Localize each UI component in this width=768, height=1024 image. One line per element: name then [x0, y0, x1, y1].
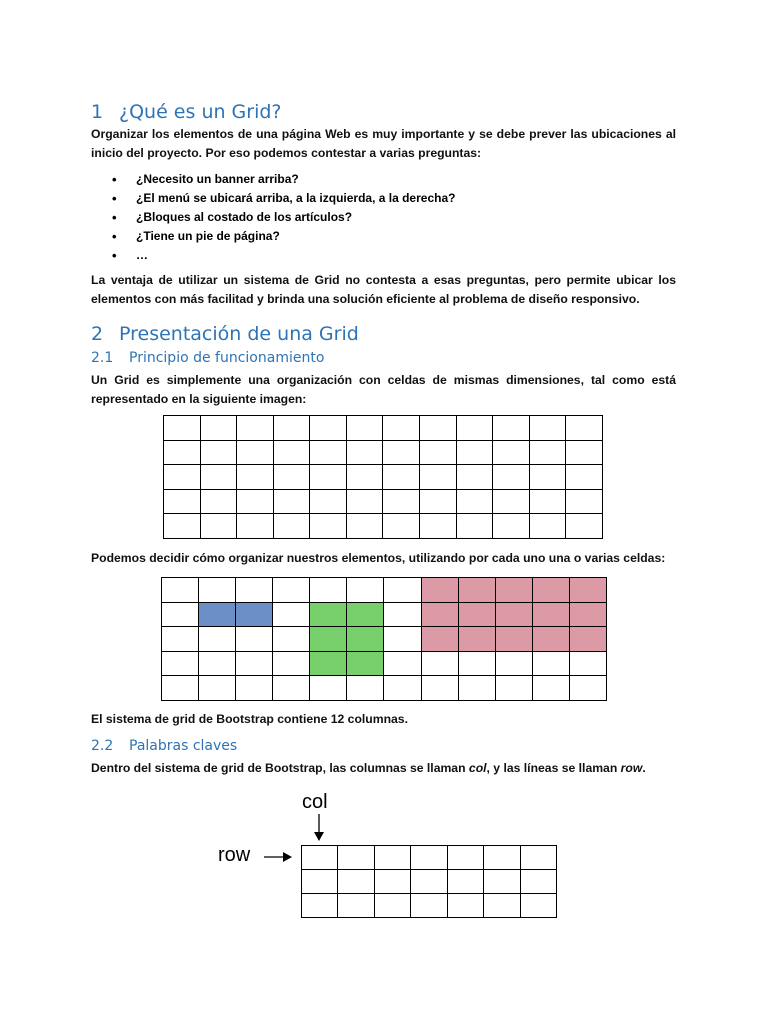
grid-cell — [532, 651, 569, 676]
grid-cell — [384, 578, 421, 603]
grid-cell — [346, 416, 383, 441]
grid-cell — [310, 489, 347, 514]
grid-cell-green — [347, 651, 384, 676]
grid-cell — [520, 870, 556, 894]
grid-cell — [532, 676, 569, 701]
section-1-conclusion: La ventaja de utilizar un sistema de Grid no contesta a esas preguntas, pero permite ubicar los elementos con más facilitad y brinda una solución eficiente al problema de diseño responsivo. — [91, 273, 676, 306]
grid-cell — [495, 651, 532, 676]
grid-cell — [421, 651, 458, 676]
grid-cell — [310, 465, 347, 490]
subsection-2-1-number: 2.1 — [91, 350, 114, 366]
grid-cell — [273, 676, 310, 701]
grid-cell — [411, 870, 447, 894]
grid-cell — [458, 676, 495, 701]
grid-cell — [529, 489, 566, 514]
grid-cell — [199, 627, 236, 652]
grid-cell — [484, 894, 520, 918]
grid-cell — [456, 489, 493, 514]
grid-cell — [420, 416, 457, 441]
grid-cell — [164, 514, 201, 539]
grid-cell — [420, 489, 457, 514]
grid-cell-pink — [569, 627, 606, 652]
grid-cell — [200, 440, 237, 465]
grid-row — [302, 846, 557, 870]
grid-cell — [383, 465, 420, 490]
grid-cell — [384, 676, 421, 701]
grid-cell — [456, 514, 493, 539]
grid-cell — [338, 870, 374, 894]
grid-cell — [493, 416, 530, 441]
grid-cell — [384, 627, 421, 652]
subsection-2-1-text-2: Podemos decidir cómo organizar nuestros elementos, utilizando por cada uno una o varias celdas: — [91, 551, 666, 565]
grid-cell-pink — [458, 578, 495, 603]
grid-cell — [411, 846, 447, 870]
grid-cell — [310, 578, 347, 603]
grid-cell — [384, 651, 421, 676]
grid-cell-pink — [532, 602, 569, 627]
grid-cell — [411, 894, 447, 918]
grid-row — [302, 894, 557, 918]
grid-cell — [164, 489, 201, 514]
grid-cell — [346, 440, 383, 465]
grid-cell — [302, 870, 338, 894]
grid-cell — [273, 651, 310, 676]
subsection-2-2-number: 2.2 — [91, 738, 114, 754]
grid-cell — [383, 514, 420, 539]
grid-cell — [302, 846, 338, 870]
grid-cell — [493, 440, 530, 465]
grid-cell — [420, 440, 457, 465]
grid-cell — [347, 578, 384, 603]
grid-figure-colored-blocks — [161, 577, 607, 701]
grid-cell — [164, 440, 201, 465]
grid-row — [162, 676, 607, 701]
grid-cell — [338, 846, 374, 870]
grid-row — [164, 489, 603, 514]
grid-cell — [346, 489, 383, 514]
grid-cell — [484, 870, 520, 894]
keyword-col: col — [468, 761, 487, 775]
grid-cell — [374, 894, 410, 918]
section-2-heading — [91, 323, 359, 345]
section-1-number: 1 — [91, 101, 104, 123]
grid-cell-pink — [532, 578, 569, 603]
grid-row — [162, 602, 607, 627]
grid-cell-blue — [199, 602, 236, 627]
list-item: • … — [91, 246, 455, 265]
grid-cell — [302, 894, 338, 918]
grid-cell-green — [347, 602, 384, 627]
grid-row — [164, 440, 603, 465]
grid-cell — [566, 440, 603, 465]
grid-cell — [273, 465, 310, 490]
grid-cell-pink — [495, 627, 532, 652]
grid-cell — [162, 602, 199, 627]
grid-cell-pink — [569, 602, 606, 627]
grid-cell — [200, 465, 237, 490]
grid-cell — [273, 514, 310, 539]
subsection-2-2-heading — [91, 738, 237, 754]
grid-cell — [237, 465, 274, 490]
subsection-2-1-heading — [91, 350, 324, 366]
grid-cell-pink — [421, 578, 458, 603]
grid-cell — [200, 416, 237, 441]
grid-cell — [237, 514, 274, 539]
grid-cell — [566, 465, 603, 490]
grid-cell — [493, 489, 530, 514]
subsection-2-2-title: Palabras claves — [129, 738, 238, 754]
grid-cell — [493, 514, 530, 539]
grid-cell-blue — [236, 602, 273, 627]
grid-row — [164, 514, 603, 539]
subsection-2-1-title: Principio de funcionamiento — [129, 350, 325, 366]
grid-cell-green — [310, 627, 347, 652]
grid-figure-uniform — [163, 415, 603, 539]
grid-cell — [273, 440, 310, 465]
grid-cell — [199, 651, 236, 676]
grid-row — [164, 416, 603, 441]
col-arrow-icon — [312, 814, 326, 842]
grid-cell — [236, 651, 273, 676]
grid-cell — [237, 440, 274, 465]
grid-cell — [164, 465, 201, 490]
grid-row — [162, 651, 607, 676]
grid-cell-green — [347, 627, 384, 652]
grid-cell — [520, 894, 556, 918]
grid-cell — [273, 627, 310, 652]
keyword-row: row — [620, 761, 643, 775]
grid-cell — [447, 846, 483, 870]
grid-cell — [447, 870, 483, 894]
grid-cell — [310, 676, 347, 701]
grid-cell — [347, 676, 384, 701]
section-2-title: Presentación de una Grid — [119, 323, 359, 345]
grid-cell — [566, 514, 603, 539]
grid-cell — [566, 416, 603, 441]
list-item: • ¿Necesito un banner arriba? — [91, 170, 455, 189]
grid-cell — [569, 651, 606, 676]
grid-cell — [200, 489, 237, 514]
grid-cell — [520, 846, 556, 870]
grid-cell — [529, 440, 566, 465]
grid-cell — [529, 514, 566, 539]
subsection-2-1-text: Un Grid es simplemente una organización con celdas de mismas dimensiones, tal como está representado en la siguiente imagen: — [91, 373, 676, 406]
grid-cell — [456, 465, 493, 490]
list-item: • ¿Tiene un pie de página? — [91, 227, 455, 246]
list-item: • ¿El menú se ubicará arriba, a la izquierda, a la derecha? — [91, 189, 455, 208]
section-1-intro: Organizar los elementos de una página Web es muy importante y se debe prever las ubicaciones al inicio del proyecto. Por eso podemos contestar a varias preguntas: — [91, 127, 676, 160]
keywords-text-end: . — [642, 761, 646, 775]
subsection-2-1-text-3: El sistema de grid de Bootstrap contiene 12 columnas. — [91, 712, 408, 726]
section-1-title: ¿Qué es un Grid? — [119, 101, 282, 123]
grid-cell — [273, 578, 310, 603]
grid-cell-pink — [458, 602, 495, 627]
grid-cell — [374, 870, 410, 894]
grid-cell — [493, 465, 530, 490]
grid-cell — [237, 489, 274, 514]
grid-cell — [273, 416, 310, 441]
grid-cell — [569, 676, 606, 701]
grid-cell-pink — [421, 602, 458, 627]
grid-cell — [310, 440, 347, 465]
grid-cell — [237, 416, 274, 441]
grid-cell — [529, 416, 566, 441]
grid-cell — [310, 514, 347, 539]
grid-cell — [484, 846, 520, 870]
question-list — [91, 170, 455, 265]
grid-cell — [458, 651, 495, 676]
grid-cell — [162, 651, 199, 676]
grid-row — [162, 578, 607, 603]
list-item: • ¿Bloques al costado de los artículos? — [91, 208, 455, 227]
grid-cell — [374, 846, 410, 870]
grid-cell — [236, 627, 273, 652]
grid-cell — [199, 578, 236, 603]
keywords-text-middle: , y las líneas se llaman — [486, 761, 621, 775]
grid-cell — [456, 440, 493, 465]
grid-cell — [162, 627, 199, 652]
grid-cell — [383, 489, 420, 514]
grid-row — [164, 465, 603, 490]
grid-cell — [199, 676, 236, 701]
grid-cell — [384, 602, 421, 627]
grid-cell — [273, 602, 310, 627]
grid-figure-col-row — [301, 845, 557, 918]
grid-row — [162, 627, 607, 652]
grid-cell-pink — [421, 627, 458, 652]
grid-cell-pink — [532, 627, 569, 652]
section-2-number: 2 — [91, 323, 104, 345]
grid-cell — [273, 489, 310, 514]
col-label: col — [302, 791, 328, 813]
grid-row — [302, 870, 557, 894]
grid-cell — [383, 440, 420, 465]
grid-cell — [420, 465, 457, 490]
grid-cell — [346, 465, 383, 490]
grid-cell — [447, 894, 483, 918]
row-label: row — [218, 844, 251, 866]
grid-cell — [236, 676, 273, 701]
grid-cell — [456, 416, 493, 441]
grid-cell-green — [310, 602, 347, 627]
row-arrow-icon — [264, 851, 294, 863]
grid-cell — [383, 416, 420, 441]
grid-cell — [338, 894, 374, 918]
grid-cell — [162, 676, 199, 701]
grid-cell-pink — [495, 602, 532, 627]
grid-cell — [164, 416, 201, 441]
grid-cell-pink — [458, 627, 495, 652]
grid-cell — [346, 514, 383, 539]
grid-cell — [236, 578, 273, 603]
grid-cell — [420, 514, 457, 539]
grid-cell-green — [310, 651, 347, 676]
grid-cell-pink — [495, 578, 532, 603]
section-1-heading — [91, 101, 282, 123]
grid-cell — [310, 416, 347, 441]
grid-cell — [566, 489, 603, 514]
keywords-text-start: Dentro del sistema de grid de Bootstrap, las columnas se llaman — [91, 761, 469, 775]
grid-cell — [495, 676, 532, 701]
subsection-2-2-text — [91, 759, 676, 778]
grid-cell — [421, 676, 458, 701]
grid-cell — [200, 514, 237, 539]
grid-cell — [529, 465, 566, 490]
grid-cell — [162, 578, 199, 603]
grid-cell-pink — [569, 578, 606, 603]
